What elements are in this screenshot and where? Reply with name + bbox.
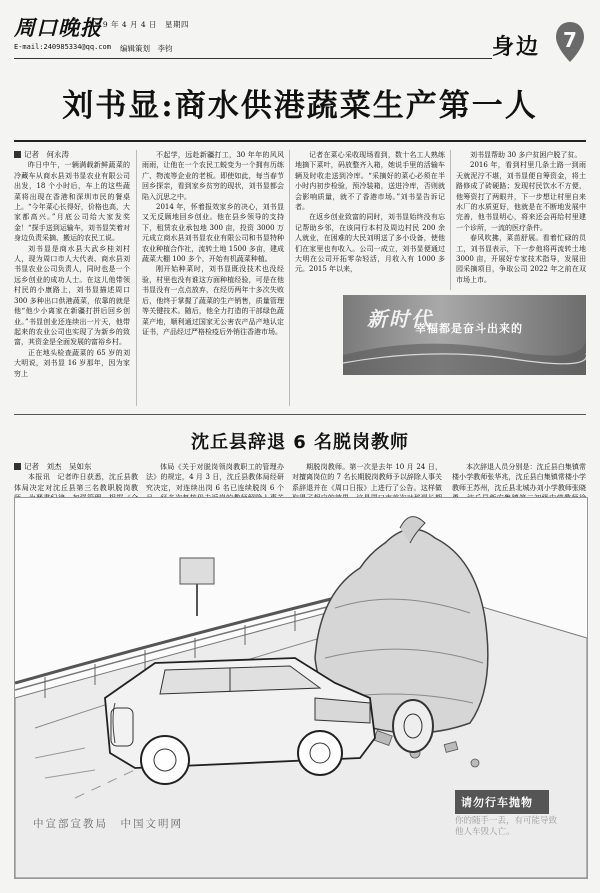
- article1-column-2: [142, 150, 284, 337]
- paragraph: 刚开始种菜时，刘书显既没技术也没经验，村里也没有谁这方面种植经验，可是在他书显没有一点点放弃，在经历两年十多次失败后，他终于掌握了蔬菜的生产销售，质量管理等关键技术。随后，他全力打造的干部绿色蔬菜产地，顺利通过国家无公害农产品产地认定证书，产品经过严格检疫后外销往香港市场。: [142, 265, 284, 336]
- slogan-text: 你的随手一丢，有可能导致他人车毁人亡。: [455, 816, 558, 837]
- paragraph: 刘书显帮助 30 多户贫困户脱了贫。: [470, 151, 582, 159]
- section-name: 身边: [492, 34, 541, 60]
- page-number-badge: [554, 20, 586, 64]
- editor-credit: 编辑策划 李钧: [120, 44, 173, 53]
- paragraph: 不起学，远赴新疆打工，30 年年的风风雨雨，让他在一个农民工蜕变为一个拥有历练广、物流等企业的老板。即使如此，每当春节回乡探亲，看到家乡贫穷的现状，刘书显都会陷入沉思之中。: [142, 151, 284, 201]
- paragraph: 刘书显是商水县大武乡桂刘村人，现为周口市人大代表、商水县刘书显农业公司负责人，同时也是一个远乡创业的成功人士。在这儿他带领村民的小康路上，刘书显描述周口 300 多种出口供港蔬菜，依靠的就是他“他少小离家在新疆打拼后回乡创业。”书显创业还连续出一片天，他带起来的农业公司也实现了为新乡的致富，其资金是全面发展的富裕乡村。: [14, 244, 130, 347]
- paragraph: 2016 年，看到村里几条土路一到雨天就泥泞不堪，刘书显便自筹资金，将土路修成了砖硬路；发现村民饮水不方便，他筹资打了两眼井，下一步想让村里自来水厂的水质更好，他就是在不断地发展中完善，他书显明心，将来还会再给村里建一个诊所，一流的医疗条件。: [456, 161, 586, 232]
- paragraph: 期脱岗教师。第一次是去年 10 月 24 日，对擅离岗位的 7 名长期脱岗教师予以辞除人事关系辞退并在《周口日报》上进行了公告。这样做: [292, 463, 442, 492]
- article1-column-4: [456, 150, 586, 285]
- column-divider: [450, 150, 451, 290]
- date-line: 2019 年 4 月 4 日 星期四: [87, 20, 190, 29]
- masthead-rule: [14, 58, 492, 59]
- newspaper-logo: 周口晚报: [14, 15, 102, 40]
- banner-subtitle: 幸福都是奋斗出来的: [415, 322, 523, 335]
- illustration-credit: 中宣部宣教局 中国文明网: [33, 818, 183, 830]
- paragraph: 本次辞退人员分别是：沈丘县白集镇常楼小学教师张华兆，沈丘县白集镇常楼小学教师王苏州，沈丘县北城办刘小学教师张晓: [452, 463, 586, 492]
- article1-headline: 刘书显:商水供港蔬菜生产第一人: [62, 88, 538, 124]
- banner-title: 新时代: [367, 307, 433, 331]
- page-number: 7: [563, 28, 577, 52]
- paragraph: 2014 年，怀着报效家乡的决心，刘书显又无反顾地回乡创业。他在县乡领导的支持下，租赁农业承包地 300 亩，投资 3000 万元成立商水县刘书显农业有限公司和书显特种农业种植合作社，流转土地 1500 多亩，建成蔬菜大棚 100 多个，开始有机蔬菜种植。: [142, 203, 284, 264]
- paragraph: 记者在菜心采收现场看到，数十名工人熟练地摘下菜叶，码放整齐入箱，她说手里的活输车辆及时收走送到冷库。“采摘好的菜心必须在半小时内初步检验，预冷装箱，送进冷库，否则就会影响质量，就不了香港市场。”刘书显告诉记者。: [295, 151, 445, 212]
- headline-rule: [14, 140, 586, 142]
- paragraph: 昨日中午，一辆满载新鲜蔬菜的冷藏车从商水县刘书显农业有限公司出发，18 个小时后，车上的这些蔬菜将出现在香港和深圳市民的餐桌上。“今年菜心长得好，价格也高，大家都高兴。”月底公司给大家发奖金！“探手送到运输车，刘书显笑着对身边负责采摘、搬运的农民工说。: [14, 161, 130, 243]
- paragraph: 体局《关于对脱岗领岗教职工的管理办法》的规定，4 月 3 日，沈丘县教体局经研究决定，对连续出岗 6 名已连续脱岗 6 个: [146, 463, 284, 492]
- column-divider: [136, 150, 137, 406]
- article2-headline: 沈丘县辞退 6 名脱岗教师: [190, 432, 410, 453]
- article2-byline: 记者 刘杰 吴如东: [14, 462, 138, 472]
- masthead: [0, 0, 600, 70]
- slogan-title: 请勿行车抛物: [461, 796, 533, 809]
- email-address: E-mail:240985334@qq.com: [14, 43, 111, 51]
- new-era-banner: [343, 295, 586, 375]
- article1-column-3: [295, 150, 445, 275]
- paragraph: 春风吹拂，菜苗舒展。看着忙碌的员工，刘书显表示，下一步他将再流转土地 3000 亩，开展好专家技术指导，发展田园采摘项目，争取公司 2022 年之前在双市场上市。: [456, 234, 586, 284]
- paragraph: 在返乡创业致富的同时，刘书显始终没有忘记帮助乡邻，在该同行本村及周边村民 200 余人就业，在困难的大民刘明送了多小设备，使他们在家里也有收入。公司一成立，刘书显便通过大明在公司开拓零杂轻活，月收入有 1000 多元。2015 年以来，: [295, 213, 445, 274]
- section-rule: [14, 414, 586, 415]
- article1-column-1: [14, 150, 130, 379]
- article1-byline: 记者 何永涛: [14, 150, 130, 160]
- paragraph: 正在地头检查蔬菜的 65 岁的刘大明说，刘书显 16 岁那年，因为家穷上: [14, 348, 130, 378]
- public-service-illustration: [14, 497, 588, 879]
- column-divider: [289, 150, 290, 406]
- slogan-title-box: [455, 790, 549, 814]
- paragraph: 本报讯 记者昨日获悉，沈丘县教体局决定对沈丘县第三名教职脱岗教: [14, 473, 138, 492]
